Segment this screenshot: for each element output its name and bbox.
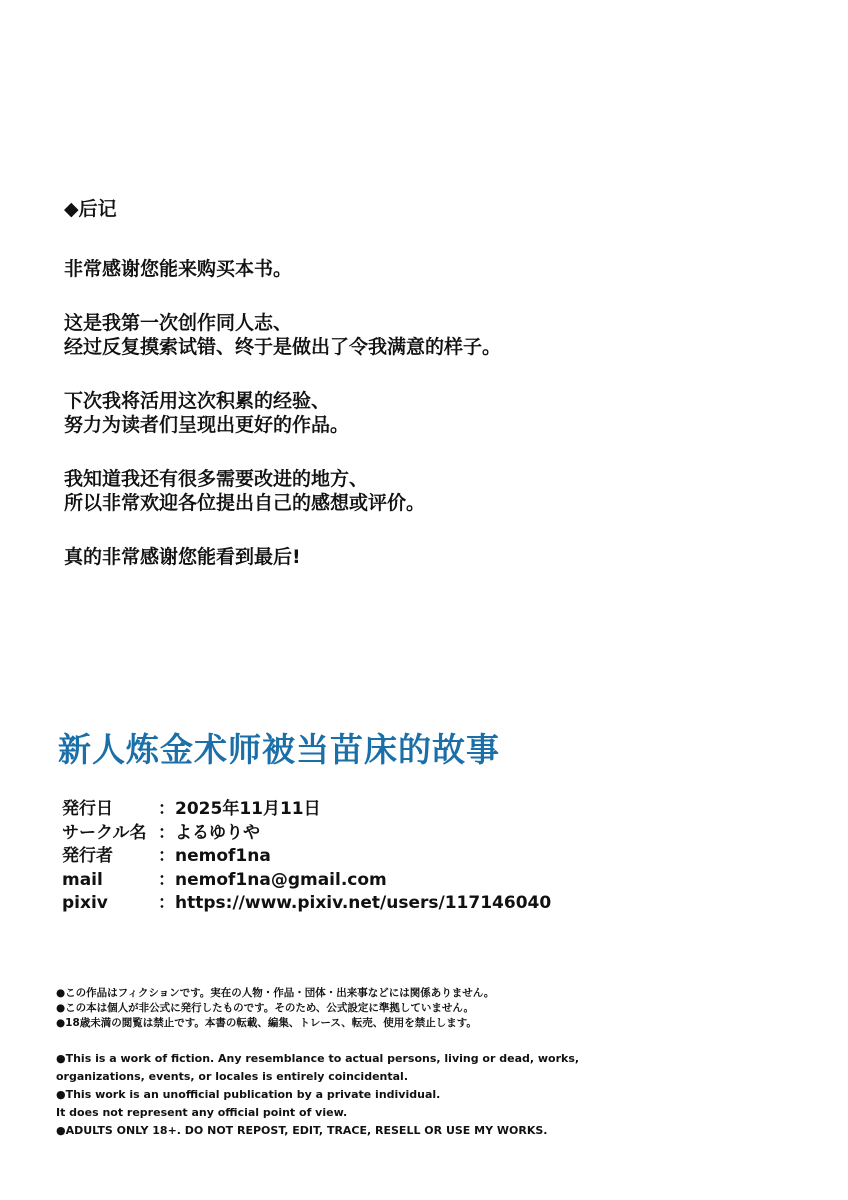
notice-line: ●18歳未満の閲覧は禁止です。本書の転載、編集、トレース、転売、使用を禁止します。 [56,1017,477,1029]
colophon-value: ：2025年11月11日 [158,799,321,819]
afterword-heading: ◆后记 [64,198,117,220]
notice-line: organizations, events, or locales is entirely coincidental. [56,1070,408,1083]
colophon-value: ：nemof1na [158,846,271,866]
notice-line: ●This work is an unofficial publication by a private individual. [56,1088,441,1101]
afterword-line: 经过反复摸索试错、终于是做出了令我满意的样子。 [64,336,502,358]
colophon-row-date [62,798,551,822]
notice-line: ●この本は個人が非公式に発行したものです。そのため、公式設定に準拠していません。 [56,1002,475,1014]
afterword-line: 这是我第一次创作同人志、 [64,312,293,334]
notice-line: ●この作品はフィクションです。実在の人物・作品・団体・出来事などには関係ありません。 [56,987,495,999]
notices-japanese [56,986,494,1031]
colophon-row-publisher [62,845,551,869]
colophon-value: ：https://www.pixiv.net/users/117146040 [158,893,552,913]
afterword-line: 下次我将活用这次积累的经验、 [64,390,331,412]
afterword-paragraph [64,257,501,281]
afterword-paragraph [64,389,501,437]
colophon-row-mail [62,869,551,893]
colophon-value: ：nemof1na@gmail.com [158,869,387,890]
colophon-row-pixiv [62,892,551,916]
colophon-label: 発行者 [62,846,113,866]
colophon-value: ：よるゆりや [158,822,260,843]
colophon-label: 発行日 [62,799,113,819]
colophon-label: mail [62,869,103,890]
afterword-line: 非常感谢您能来购买本书。 [64,258,293,280]
colophon [62,798,551,916]
afterword-paragraph [64,545,501,569]
notice-line: It does not represent any official point of view. [56,1106,348,1119]
colophon-row-circle [62,822,551,846]
afterword-body [64,257,501,599]
afterword-line: 真的非常感谢您能看到最后! [64,546,301,568]
afterword-paragraph [64,467,501,515]
notice-line: ●This is a work of fiction. Any resemblance to actual persons, living or dead, works, [56,1052,580,1065]
afterword-paragraph [64,311,501,359]
afterword-line: 所以非常欢迎各位提出自己的感想或评价。 [64,492,426,514]
colophon-label: サークル名 [62,822,147,843]
notices-english [56,1050,579,1140]
book-title: 新人炼金术师被当苗床的故事 [58,730,500,769]
afterword-line: 我知道我还有很多需要改进的地方、 [64,468,369,490]
afterword-line: 努力为读者们呈现出更好的作品。 [64,414,350,436]
colophon-label: pixiv [62,893,108,913]
notice-line: ●ADULTS ONLY 18+. DO NOT REPOST, EDIT, TRACE, RESELL OR USE MY WORKS. [56,1124,548,1137]
